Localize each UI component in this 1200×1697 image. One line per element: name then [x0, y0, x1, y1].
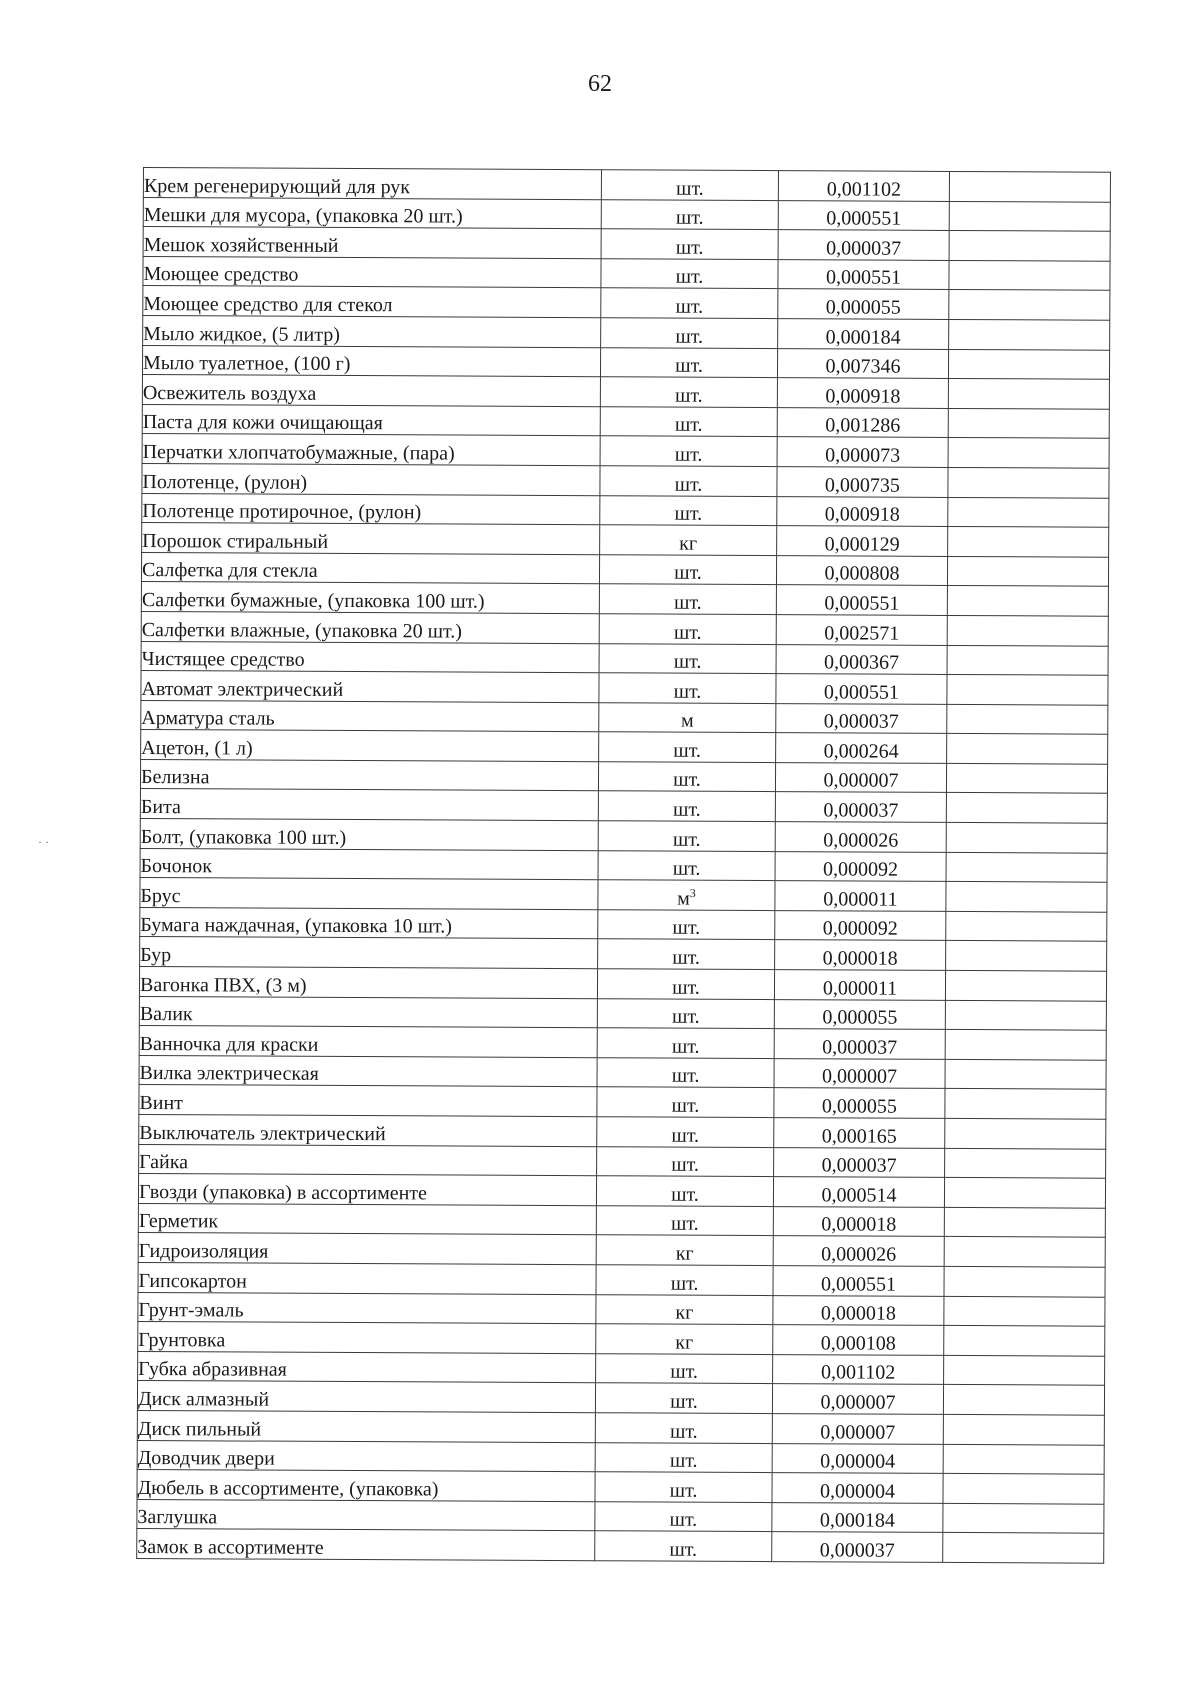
item-name-cell: Грунт-эмаль — [138, 1292, 596, 1324]
unit-cell — [595, 1501, 772, 1531]
unit-cell — [596, 1324, 773, 1354]
unit-cell — [601, 259, 778, 289]
unit-cell — [600, 347, 777, 377]
unit-text: шт. — [671, 1005, 700, 1028]
value-cell: 0,000165 — [774, 1118, 945, 1148]
unit-text: шт. — [673, 739, 702, 762]
unit-cell — [597, 1117, 774, 1147]
unit-text: шт. — [671, 1183, 699, 1206]
item-name-cell: Моющее средство для стекол — [143, 286, 601, 318]
unit-cell — [596, 1294, 773, 1324]
table-row — [138, 1322, 1105, 1356]
value-cell: 0,001286 — [777, 407, 948, 437]
unit-cell — [596, 1353, 773, 1383]
table-row — [140, 878, 1107, 912]
table-body — [137, 168, 1111, 1564]
table-row — [140, 907, 1107, 941]
item-name-cell: Гипсокартон — [138, 1262, 596, 1294]
unit-cell — [599, 702, 776, 732]
item-name-cell: Герметик — [138, 1203, 596, 1235]
item-name-cell: Гайка — [139, 1144, 597, 1176]
empty-cell — [943, 1385, 1104, 1415]
value-cell: 0,000007 — [775, 762, 946, 792]
unit-text: м — [677, 887, 690, 910]
unit-text: кг — [675, 1301, 694, 1324]
empty-cell — [946, 763, 1107, 793]
empty-cell — [949, 260, 1110, 290]
table-row — [143, 168, 1110, 202]
unit-cell — [600, 377, 777, 407]
unit-cell — [599, 673, 776, 703]
table-row — [137, 1499, 1104, 1533]
item-name-cell: Ванночка для краски — [139, 1026, 597, 1058]
value-cell: 0,000073 — [777, 437, 948, 467]
table-row — [142, 345, 1109, 379]
unit-cell — [601, 199, 778, 229]
item-name-cell: Болт, (упаковка 100 шт.) — [140, 819, 598, 851]
empty-cell — [946, 911, 1107, 941]
unit-cell — [598, 791, 775, 821]
unit-text: шт. — [673, 650, 702, 673]
empty-cell — [944, 1266, 1105, 1296]
item-name-cell: Мешок хозяйственный — [143, 227, 601, 259]
empty-cell — [948, 497, 1109, 527]
item-name-cell: Валик — [139, 996, 597, 1028]
value-cell: 0,000011 — [774, 970, 945, 1000]
empty-cell — [946, 852, 1107, 882]
empty-cell — [947, 615, 1108, 645]
item-name-cell: Моющее средство — [143, 256, 601, 288]
empty-cell — [947, 675, 1108, 705]
table-row — [141, 730, 1108, 764]
table-row — [139, 1114, 1106, 1148]
item-name-cell: Мыло туалетное, (100 г) — [142, 345, 600, 377]
unit-cell — [601, 288, 778, 318]
unit-cell — [599, 554, 776, 584]
value-cell: 0,000129 — [777, 526, 948, 556]
value-cell: 0,000108 — [773, 1325, 944, 1355]
unit-cell — [596, 1265, 773, 1295]
value-cell: 0,000735 — [777, 467, 948, 497]
value-cell: 0,000184 — [772, 1502, 943, 1532]
empty-cell — [943, 1503, 1104, 1533]
unit-text: шт. — [673, 591, 702, 614]
empty-cell — [946, 793, 1107, 823]
unit-cell — [598, 762, 775, 792]
value-cell: 0,001102 — [778, 171, 949, 201]
unit-text: шт. — [673, 680, 702, 703]
item-name-cell: Автомат электрический — [141, 671, 599, 703]
value-cell: 0,000037 — [778, 230, 949, 260]
unit-cell — [596, 1206, 773, 1236]
unit-text: шт. — [671, 1035, 700, 1058]
empty-cell — [947, 734, 1108, 764]
table-row — [138, 1262, 1105, 1296]
item-name-cell: Дюбель в ассортименте, (упаковка) — [137, 1470, 595, 1502]
value-cell: 0,000264 — [776, 733, 947, 763]
empty-cell — [948, 438, 1109, 468]
value-cell: 0,000055 — [774, 1088, 945, 1118]
table-row — [142, 375, 1109, 409]
empty-cell — [948, 527, 1109, 557]
unit-text: шт. — [673, 769, 701, 792]
empty-cell — [943, 1414, 1104, 1444]
value-cell: 0,000018 — [773, 1206, 944, 1236]
table-row — [142, 493, 1109, 527]
table-row — [140, 759, 1107, 793]
table-row — [143, 227, 1110, 261]
unit-text: кг — [679, 532, 698, 555]
unit-text: шт. — [671, 1094, 700, 1117]
value-cell: 0,001102 — [773, 1354, 944, 1384]
empty-cell — [944, 1326, 1105, 1356]
unit-cell — [599, 584, 776, 614]
value-cell: 0,000011 — [775, 881, 946, 911]
table-row — [139, 996, 1106, 1030]
item-name-cell: Диск пильный — [137, 1410, 595, 1442]
item-name-cell: Винт — [139, 1085, 597, 1117]
empty-cell — [943, 1533, 1104, 1563]
value-cell: 0,000092 — [775, 910, 946, 940]
item-name-cell: Полотенце, (рулон) — [142, 463, 600, 495]
table-row — [138, 1292, 1105, 1326]
unit-text: шт. — [675, 325, 704, 348]
table-row — [137, 1529, 1104, 1563]
unit-text: кг — [675, 1331, 694, 1354]
table-row — [140, 789, 1107, 823]
unit-text: м — [680, 709, 694, 732]
table-row — [141, 582, 1108, 616]
empty-cell — [947, 645, 1108, 675]
table-row — [139, 1026, 1106, 1060]
margin-mark: · · — [38, 835, 49, 849]
unit-cell — [597, 969, 774, 999]
table-row — [137, 1470, 1104, 1504]
value-cell: 0,000551 — [776, 585, 947, 615]
unit-cell — [600, 495, 777, 525]
item-name-cell: Гвозди (упаковка) в ассортименте — [138, 1174, 596, 1206]
table-row — [139, 1144, 1106, 1178]
item-name-cell: Салфетки бумажные, (упаковка 100 шт.) — [141, 582, 599, 614]
unit-text: шт. — [674, 473, 703, 496]
table-row — [141, 611, 1108, 645]
unit-text: шт. — [676, 177, 704, 200]
item-name-cell: Замок в ассортименте — [137, 1529, 595, 1561]
value-cell: 0,000004 — [772, 1473, 943, 1503]
unit-text: кг — [675, 1242, 694, 1265]
empty-cell — [947, 704, 1108, 734]
item-name-cell: Вилка электрическая — [139, 1055, 597, 1087]
unit-text: шт. — [672, 798, 701, 821]
table-row — [142, 434, 1109, 468]
materials-table-wrapper — [136, 167, 1109, 1564]
table-row — [141, 641, 1108, 675]
value-cell: 0,000026 — [773, 1236, 944, 1266]
empty-cell — [945, 1000, 1106, 1030]
table-row — [143, 197, 1110, 231]
unit-text: шт. — [669, 1420, 698, 1443]
unit-cell — [598, 939, 775, 969]
unit-text: шт. — [672, 946, 701, 969]
unit-text: шт. — [674, 413, 703, 437]
value-cell: 0,000007 — [772, 1384, 943, 1414]
empty-cell — [949, 319, 1110, 349]
unit-cell — [600, 466, 777, 496]
unit-cell — [598, 850, 775, 880]
unit-cell — [601, 229, 778, 259]
unit-text: шт. — [670, 1390, 698, 1413]
unit-text: шт. — [670, 1360, 698, 1384]
value-cell: 0,000367 — [776, 644, 947, 674]
table-row — [139, 967, 1106, 1001]
unit-text: шт. — [671, 1124, 700, 1147]
empty-cell — [947, 556, 1108, 586]
unit-text: шт. — [672, 857, 701, 880]
item-name-cell: Перчатки хлопчатобумажные, (пара) — [142, 434, 600, 466]
empty-cell — [945, 1118, 1106, 1148]
unit-cell — [595, 1383, 772, 1413]
value-cell: 0,000037 — [775, 792, 946, 822]
empty-cell — [946, 822, 1107, 852]
item-name-cell: Порошок стиральный — [142, 523, 600, 555]
empty-cell — [944, 1237, 1105, 1267]
empty-cell — [945, 1148, 1106, 1178]
empty-cell — [945, 1030, 1106, 1060]
unit-text: шт. — [673, 621, 702, 644]
value-cell: 0,002571 — [776, 615, 947, 645]
unit-cell — [601, 318, 778, 348]
item-name-cell: Брус — [140, 878, 598, 910]
empty-cell — [944, 1296, 1105, 1326]
empty-cell — [948, 379, 1109, 409]
unit-text: шт. — [669, 1449, 698, 1472]
empty-cell — [947, 586, 1108, 616]
table-row — [141, 552, 1108, 586]
unit-text: шт. — [675, 236, 704, 259]
table-row — [140, 819, 1107, 853]
table-row — [137, 1381, 1104, 1415]
value-cell: 0,000037 — [772, 1532, 943, 1562]
value-cell: 0,000918 — [777, 378, 948, 408]
table-row — [139, 1055, 1106, 1089]
unit-text: шт. — [671, 1065, 700, 1088]
unit-cell — [599, 614, 776, 644]
item-name-cell: Гидроизоляция — [138, 1233, 596, 1265]
item-name-cell: Заглушка — [137, 1499, 595, 1531]
item-name-cell: Вагонка ПВХ, (3 м) — [139, 967, 597, 999]
value-cell: 0,007346 — [777, 348, 948, 378]
unit-text: шт. — [670, 1212, 699, 1236]
unit-cell — [598, 880, 775, 910]
item-name-cell: Доводчик двери — [137, 1440, 595, 1472]
table-row — [142, 463, 1109, 497]
materials-table — [136, 167, 1111, 1564]
unit-cell — [595, 1472, 772, 1502]
value-cell: 0,000037 — [776, 703, 947, 733]
empty-cell — [945, 1089, 1106, 1119]
value-cell: 0,000037 — [774, 1147, 945, 1177]
empty-cell — [949, 171, 1110, 201]
table-row — [143, 286, 1110, 320]
empty-cell — [943, 1444, 1104, 1474]
table-row — [138, 1174, 1105, 1208]
empty-cell — [946, 882, 1107, 912]
item-name-cell: Арматура сталь — [141, 700, 599, 732]
unit-text: шт. — [675, 295, 704, 318]
unit-cell — [600, 406, 777, 436]
unit-cell — [599, 732, 776, 762]
unit-text: шт. — [669, 1479, 698, 1502]
item-name-cell: Мыло жидкое, (5 литр) — [143, 315, 601, 347]
unit-cell — [595, 1442, 772, 1472]
value-cell: 0,000018 — [773, 1295, 944, 1325]
value-cell: 0,000055 — [774, 999, 945, 1029]
item-name-cell: Салфетка для стекла — [141, 552, 599, 584]
item-name-cell: Паста для кожи очищающая — [142, 404, 600, 436]
table-row — [137, 1440, 1104, 1474]
item-name-cell: Губка абразивная — [138, 1351, 596, 1383]
value-cell: 0,000007 — [772, 1414, 943, 1444]
table-row — [140, 848, 1107, 882]
table-row — [143, 256, 1110, 290]
empty-cell — [945, 970, 1106, 1000]
unit-cell — [596, 1235, 773, 1265]
unit-cell — [595, 1413, 772, 1443]
empty-cell — [949, 290, 1110, 320]
value-cell: 0,000004 — [772, 1443, 943, 1473]
table-row — [141, 671, 1108, 705]
table-row — [140, 937, 1107, 971]
item-name-cell: Бур — [140, 937, 598, 969]
unit-cell — [597, 998, 774, 1028]
table-row — [142, 523, 1109, 557]
table-row — [143, 315, 1110, 349]
table-row — [142, 404, 1109, 438]
unit-text: шт. — [669, 1508, 698, 1532]
table-row — [141, 700, 1108, 734]
unit-cell — [599, 643, 776, 673]
value-cell: 0,000551 — [778, 200, 949, 230]
empty-cell — [945, 1059, 1106, 1089]
item-name-cell: Полотенце протирочное, (рулон) — [142, 493, 600, 525]
empty-cell — [943, 1474, 1104, 1504]
value-cell: 0,000092 — [775, 851, 946, 881]
value-cell: 0,000551 — [778, 259, 949, 289]
table-row — [138, 1351, 1105, 1385]
unit-cell — [600, 436, 777, 466]
empty-cell — [944, 1207, 1105, 1237]
item-name-cell: Ацетон, (1 л) — [141, 730, 599, 762]
item-name-cell: Мешки для мусора, (упаковка 20 шт.) — [143, 197, 601, 229]
unit-text: шт. — [674, 502, 703, 525]
empty-cell — [944, 1355, 1105, 1385]
empty-cell — [948, 408, 1109, 438]
item-name-cell: Бочонок — [140, 848, 598, 880]
unit-text: шт. — [674, 561, 702, 585]
item-name-cell: Бумага наждачная, (упаковка 10 шт.) — [140, 907, 598, 939]
unit-text: шт. — [671, 1153, 699, 1176]
item-name-cell: Крем регенерирующий для рук — [143, 168, 601, 200]
unit-text: шт. — [675, 265, 704, 289]
unit-cell — [597, 1028, 774, 1058]
unit-cell — [600, 525, 777, 555]
empty-cell — [948, 467, 1109, 497]
value-cell: 0,000026 — [775, 822, 946, 852]
unit-superscript: 3 — [689, 885, 696, 900]
unit-text: шт. — [675, 354, 703, 377]
value-cell: 0,000055 — [778, 289, 949, 319]
value-cell: 0,000514 — [773, 1177, 944, 1207]
value-cell: 0,000184 — [778, 319, 949, 349]
empty-cell — [949, 201, 1110, 231]
value-cell: 0,000018 — [775, 940, 946, 970]
empty-cell — [948, 349, 1109, 379]
unit-text: шт. — [674, 443, 703, 466]
item-name-cell: Белизна — [140, 759, 598, 791]
unit-cell — [597, 1058, 774, 1088]
unit-text: шт. — [672, 976, 700, 999]
unit-cell — [598, 821, 775, 851]
table-row — [137, 1410, 1104, 1444]
table-row — [138, 1203, 1105, 1237]
value-cell: 0,000037 — [774, 1029, 945, 1059]
unit-cell — [597, 1146, 774, 1176]
empty-cell — [944, 1178, 1105, 1208]
item-name-cell: Бита — [140, 789, 598, 821]
item-name-cell: Диск алмазный — [137, 1381, 595, 1413]
value-cell: 0,000551 — [776, 674, 947, 704]
unit-cell — [595, 1531, 772, 1561]
item-name-cell: Грунтовка — [138, 1322, 596, 1354]
unit-text: шт. — [670, 1272, 699, 1295]
unit-cell — [598, 910, 775, 940]
unit-text: шт. — [675, 384, 703, 407]
value-cell: 0,000808 — [776, 555, 947, 585]
table-row — [139, 1085, 1106, 1119]
table-row — [138, 1233, 1105, 1267]
item-name-cell: Салфетки влажные, (упаковка 20 шт.) — [141, 611, 599, 643]
empty-cell — [946, 941, 1107, 971]
empty-cell — [949, 231, 1110, 261]
unit-text: шт. — [672, 917, 701, 940]
value-cell: 0,000007 — [774, 1058, 945, 1088]
page-number: 62 — [588, 71, 612, 97]
item-name-cell: Чистящее средство — [141, 641, 599, 673]
unit-cell — [597, 1087, 774, 1117]
value-cell: 0,000551 — [773, 1266, 944, 1296]
item-name-cell: Освежитель воздуха — [142, 375, 600, 407]
unit-text: шт. — [675, 206, 704, 229]
value-cell: 0,000918 — [777, 496, 948, 526]
unit-cell — [596, 1176, 773, 1206]
unit-text: шт. — [672, 828, 701, 851]
item-name-cell: Выключатель электрический — [139, 1114, 597, 1146]
unit-text: шт. — [669, 1538, 698, 1561]
unit-cell — [601, 170, 778, 200]
